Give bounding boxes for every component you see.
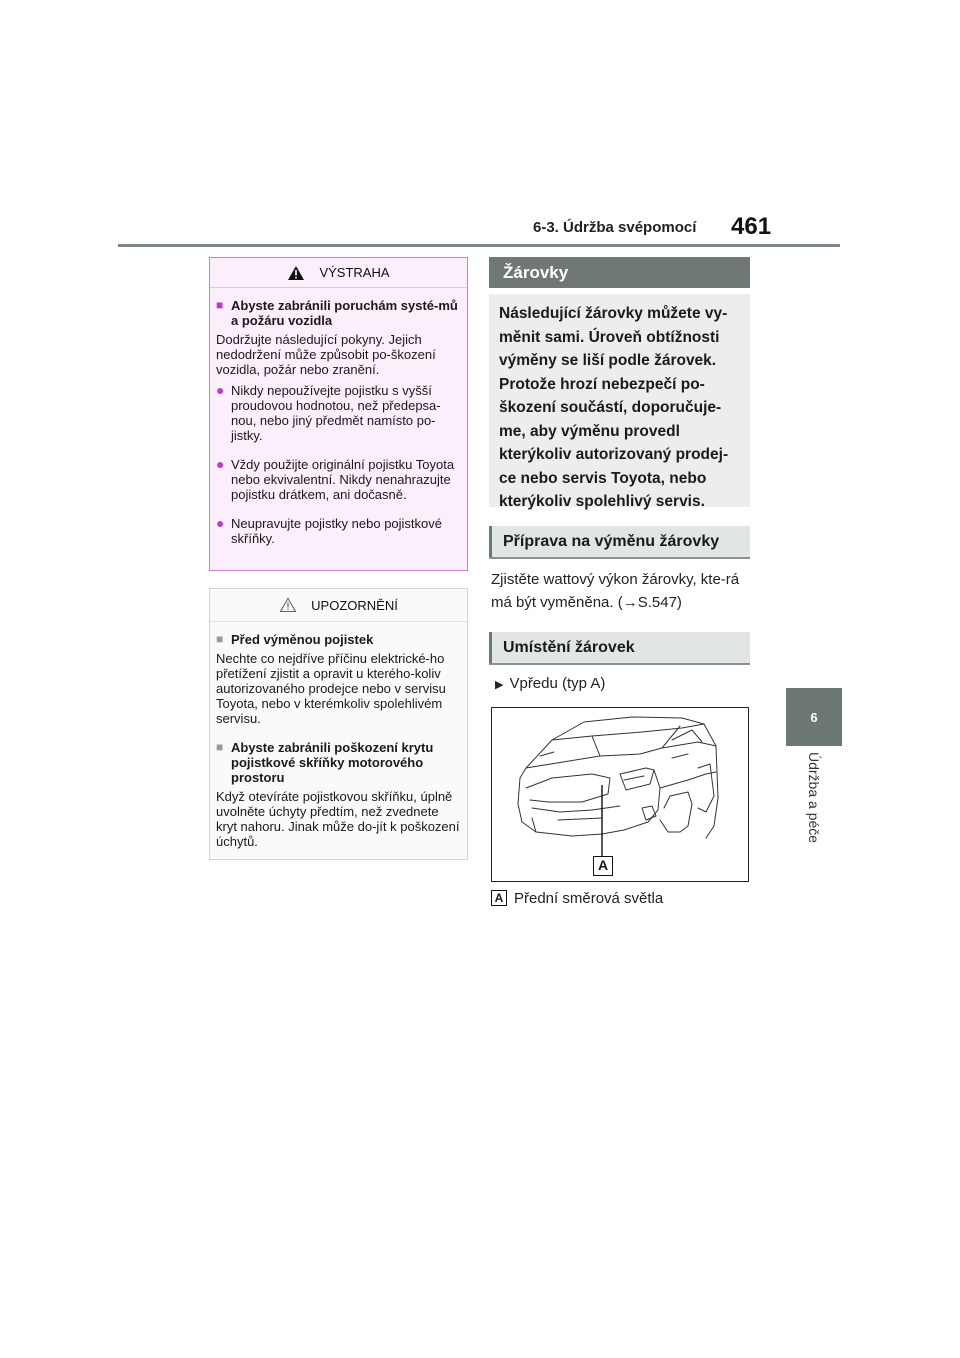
warning-bullet-text: Vždy použijte originální pojistku Toyota nebo ekvivalentní. Nikdy nenahrazujte pojistku drátkem, ani dočasně. [231,457,455,502]
warning-intro: Dodržujte následující pokyny. Jejich nedodržení může způsobit po-škození vozidla, požár nebo zranění. [216,332,436,377]
caution-triangle-icon [279,597,297,613]
callout-a: A [593,856,613,876]
caution-heading [216,740,460,785]
arrow-icon: → [622,594,638,611]
page-number: 461 [731,213,772,240]
caution-box [209,588,468,860]
prep-text [491,568,753,614]
caution-text: Když otevíráte pojistkovou skříňku, úplně uvolněte úchyty předtím, než zvednete kryt nahoru. Jinak může do-jít k poškození úchytů. [216,789,460,849]
chapter-tab [786,688,842,746]
warning-box [209,257,468,571]
caution-heading-text: Abyste zabránili poškození krytu pojistkové skříňky motorového prostoru [231,740,434,785]
caution-heading [216,632,460,647]
caution-header [210,589,467,622]
round-bullet-icon: ● [216,515,225,531]
square-bullet-icon: ■ [216,632,224,646]
chapter-number: 6 [810,709,818,725]
warning-bullet [216,383,460,443]
warning-bullet [216,457,460,502]
caption-marker-a: A [491,890,507,906]
prep-title: Příprava na výměnu žárovky [489,526,750,559]
car-front-illustration [491,707,749,882]
location-item-text: Vpředu (typ A) [509,675,606,692]
warning-bullet-text: Nikdy nepoužívejte pojistku s vyšší proudovou hodnotou, než předepsa-nou, nebo jiný předmět namísto po-jistky. [231,383,441,443]
suv-front-drawing [492,708,748,881]
header-rule [118,244,840,247]
caution-heading-text: Před výměnou pojistek [231,632,374,647]
caution-body [210,622,467,849]
warning-triangle-icon [287,265,305,281]
location-item [495,672,757,697]
location-title: Umístění žárovek [489,632,750,665]
warning-heading [216,298,460,328]
figure-caption: Přední směrová světla [514,890,664,907]
warning-body [210,288,467,546]
bulbs-intro: Následující žárovky můžete vy-měnit sami. Úroveň obtížnosti výměny se liší podle žárovek. Protože hrozí nebezpečí po-škození součástí, doporučuje-me, aby výměnu provedl kterýkoliv autorizovaný prodej-ce nebo servis Toyota, nebo kterýkoliv spolehlivý servis. [489,294,750,507]
square-bullet-icon: ■ [216,298,224,312]
warning-header [210,258,467,288]
bulbs-title: Žárovky [489,257,750,288]
prep-text-main: Zjistěte wattový výkon žárovky, kte-rá má být vyměněna. ( [491,571,740,611]
warning-title: VÝSTRAHA [319,265,390,280]
square-bullet-icon: ■ [216,740,224,754]
caution-title: UPOZORNĚNÍ [311,597,398,613]
chapter-label: Údržba a péče [806,752,822,844]
section-title: 6-3. Údržba svépomocí [533,219,697,236]
round-bullet-icon: ● [216,382,225,398]
caution-text: Nechte co nejdříve příčinu elektrické-ho přetížení zjistit a opravit u kterého-koliv autorizovaného prodejce nebo v servisu Toyota, nebo v kterémkoliv spolehlivém servisu. [216,651,446,726]
round-bullet-icon: ● [216,456,225,472]
page-reference[interactable]: S.547) [637,594,682,611]
warning-heading-text: Abyste zabránili poruchám systé-mů a požáru vozidla [231,298,458,328]
warning-bullet [216,516,460,546]
warning-bullet-text: Neupravujte pojistky nebo pojistkové skříňky. [231,516,443,546]
chapter-label-wrap [786,752,842,862]
triangle-marker-icon: ▶ [495,679,504,691]
